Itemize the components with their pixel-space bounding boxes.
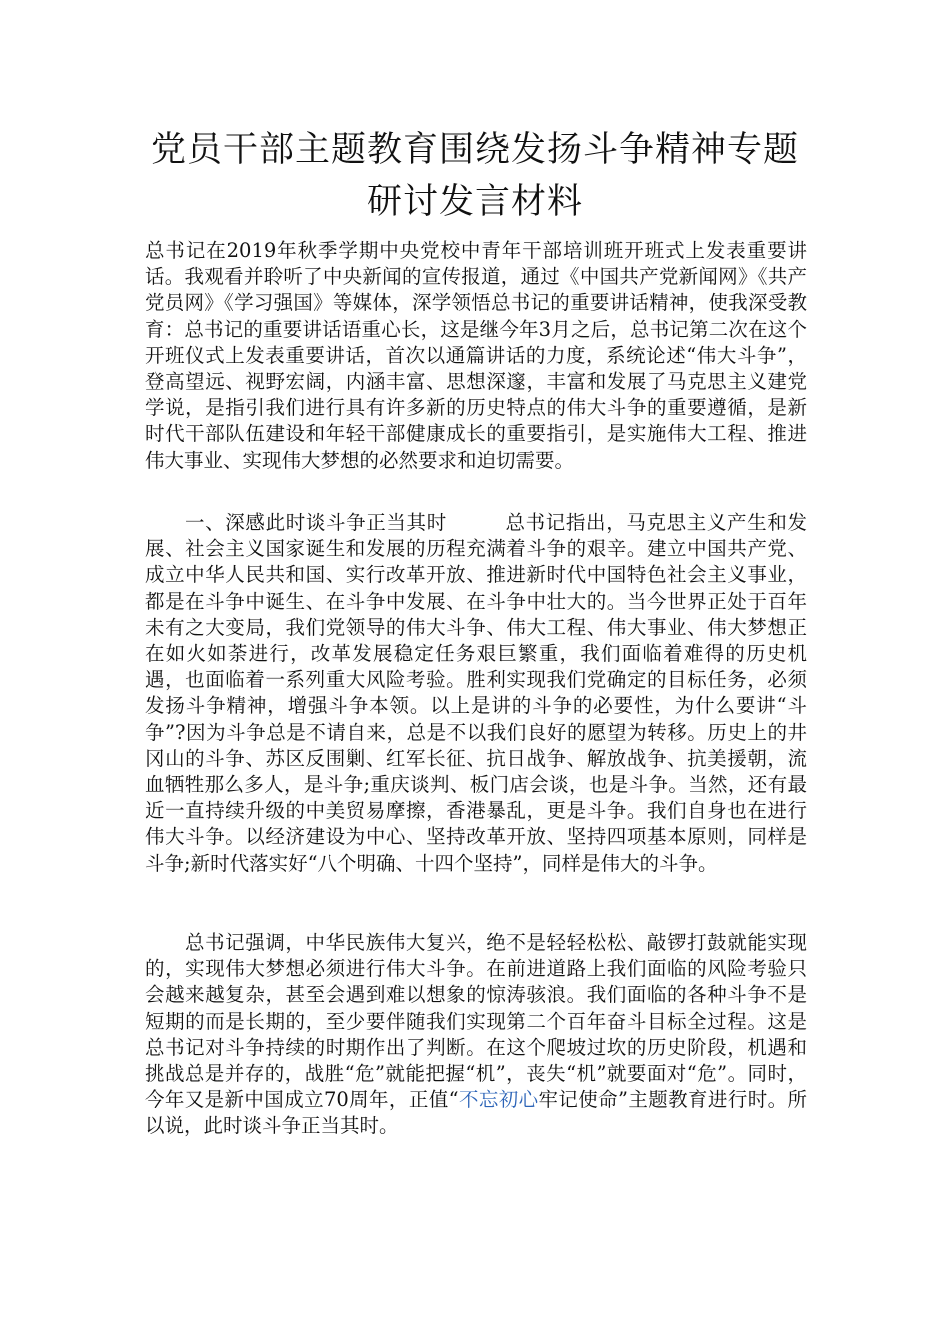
section-1-paragraph-2 <box>145 930 807 1140</box>
section-1-body: 总书记指出，马克思主义产生和发展、社会主义国家诞生和发展的历程充满着斗争的艰辛。建立中国共产党、成立中华人民共和国、实行改革开放、推进新时代中国特色社会主义事业，都是在斗争中诞生、在斗争中发展、在斗争中壮大的。当今世界正处于百年未有之大变局，我们党领导的伟大斗争、伟大工程、伟大事业、伟大梦想正在如火如荼进行，改革发展稳定任务艰巨繁重，我们面临着难得的历史机遇，也面临着一系列重大风险考验。胜利实现我们党确定的目标任务，必须发扬斗争精神，增强斗争本领。以上是讲的斗争的必要性，为什么要讲“斗争”?因为斗争总是不请自来，总是不以我们良好的愿望为转移。历史上的井冈山的斗争、苏区反围剿、红军长征、抗日战争、解放战争、抗美援朝，流血牺牲那么多人，是斗争;重庆谈判、板门店会谈，也是斗争。当然，还有最近一直持续升级的中美贸易摩擦，香港暴乱，更是斗争。我们自身也在进行伟大斗争。以经济建设为中心、坚持改革开放、坚持四项基本原则，同样是斗争;新时代落实好“八个明确、十四个坚持”，同样是伟大的斗争。 <box>145 511 807 875</box>
section-1-paragraph <box>145 510 807 877</box>
paragraph-3-text-end: 牢记使命”主题教育进行时。所以说，此时谈斗争正当其时。 <box>145 1088 807 1138</box>
intro-paragraph: 总书记在2019年秋季学期中央党校中青年干部培训班开班式上发表重要讲话。我观看并聆听了中央新闻的宣传报道，通过《中国共产党新闻网》《共产党员网》《学习强国》等媒体，深学领悟总书记的重要讲话精神，使我深受教育：总书记的重要讲话语重心长，这是继今年3月之后，总书记第二次在这个开班仪式上发表重要讲话，首次以通篇讲话的力度，系统论述“伟大斗争”，登高望远、视野宏阔，内涵丰富、思想深邃，丰富和发展了马克思主义建党学说，是指引我们进行具有许多新的历史特点的伟大斗争的重要遵循，是新时代干部队伍建设和年轻干部健康成长的重要指引，是实施伟大工程、推进伟大事业、实现伟大梦想的必然要求和迫切需要。 <box>145 239 807 472</box>
document-title-line-2: 研讨发言材料 <box>366 182 583 222</box>
highlight-link[interactable]: 不忘初心 <box>458 1088 539 1112</box>
document-title-line-1: 党员干部主题教育围绕发扬斗争精神专题 <box>150 130 799 170</box>
section-1-heading: 一、深感此时谈斗争正当其时 <box>185 511 447 534</box>
paragraph-3-text-start: 总书记强调，中华民族伟大复兴，绝不是轻轻松松、敲锣打鼓就能实现的，实现伟大梦想必须进行伟大斗争。在前进道路上我们面临的风险考验只会越来越复杂，甚至会遇到难以想象的惊涛骇浪。我们面临的各种斗争不是短期的而是长期的，至少要伴随我们实现第二个百年奋斗目标全过程。这是总书记对斗争持续的时期作出了判断。在这个爬坡过坎的历史阶段，机遇和挑战总是并存的，战胜“危”就能把握“机”，丧失“机”就要面对“危”。同时，今年又是新中国成立70周年，正值“ <box>145 931 807 1112</box>
